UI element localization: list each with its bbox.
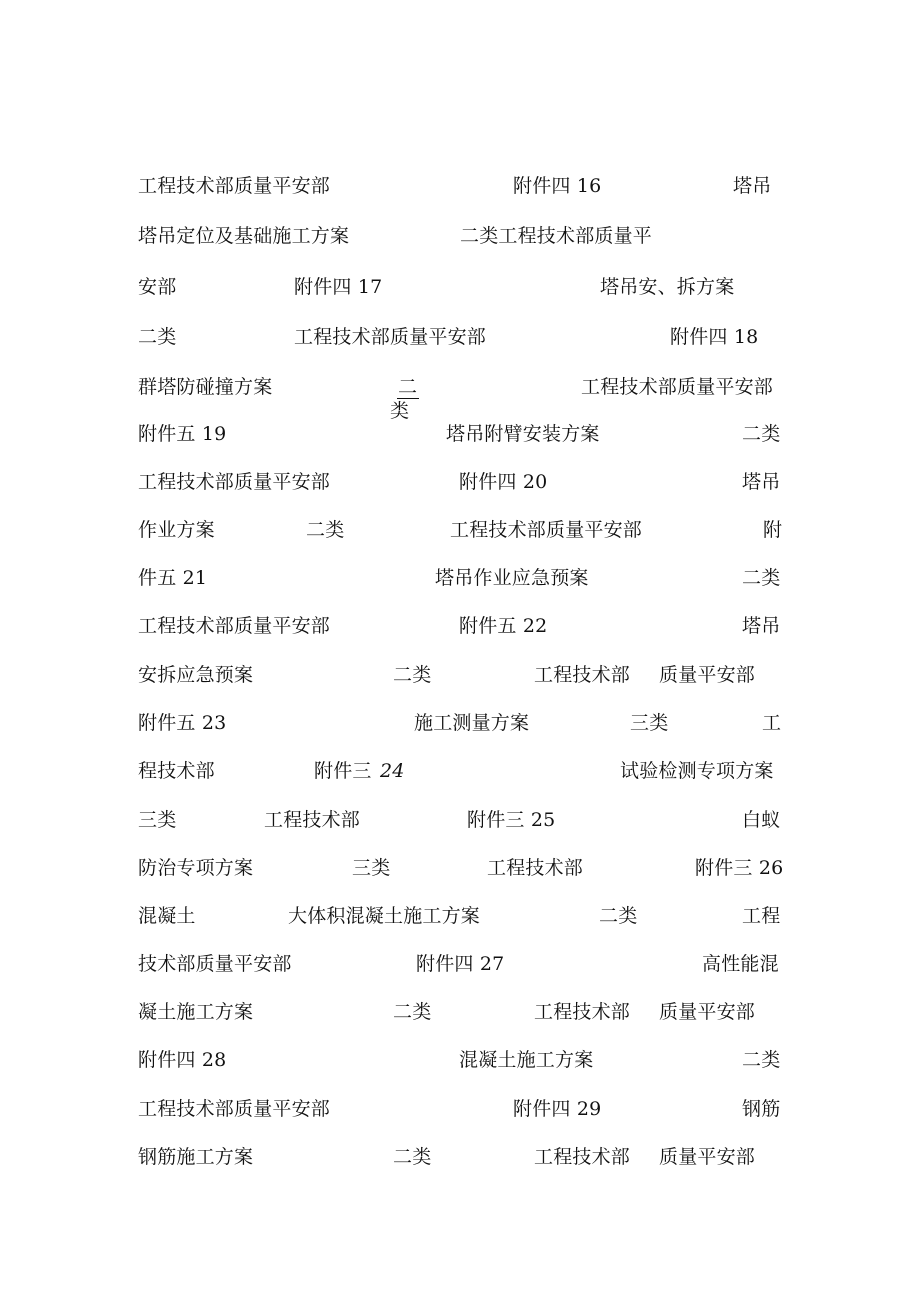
text-segment: 技术部质量平安部 [138, 953, 292, 975]
text-segment: 二类 [742, 1049, 781, 1071]
text-line [0, 563, 920, 593]
text-segment: 安拆应急预案 [138, 664, 254, 686]
text-segment: 白蚁 [742, 809, 781, 831]
text-line [0, 997, 920, 1027]
text-line [0, 901, 920, 931]
text-line [0, 322, 920, 352]
text-segment: 施工测量方案 [414, 712, 530, 734]
text-segment: 二类工程技术部质量平 [460, 225, 653, 247]
text-segment: 附件四 16 [513, 175, 602, 197]
text-segment: 工程技术部质量平安部 [138, 175, 331, 197]
text-segment: 附件三 [314, 760, 372, 782]
fragment-mark: 类 [390, 400, 410, 422]
text-segment: 塔吊 [742, 471, 781, 493]
text-segment: 附件三 26 [695, 857, 784, 879]
text-segment: 工程技术部 [534, 664, 631, 686]
text-segment: 附 [763, 519, 783, 541]
text-segment: 三类 [138, 809, 177, 831]
text-segment: 附件五 22 [459, 615, 548, 637]
text-segment: 三类 [352, 857, 391, 879]
text-segment: 程技术部 [138, 760, 215, 782]
text-segment: 二 [398, 376, 418, 398]
text-segment: 安部 [138, 276, 177, 298]
text-segment: 工程技术部质量平安部 [138, 615, 331, 637]
text-segment: 工程技术部质量平安部 [138, 1098, 331, 1120]
text-segment: 混凝土 [138, 905, 196, 927]
text-segment: 二类 [306, 519, 345, 541]
text-segment: 群塔防碰撞方案 [138, 376, 273, 398]
text-segment: 质量平安部 [659, 664, 756, 686]
underline-mark [397, 398, 419, 399]
text-segment: 塔吊安、拆方案 [600, 276, 735, 298]
text-segment: 钢筋施工方案 [138, 1146, 254, 1168]
text-segment: 工程技术部质量平安部 [581, 376, 774, 398]
text-line [0, 372, 920, 402]
text-segment: 工程技术部 [534, 1001, 631, 1023]
text-segment: 工程技术部 [534, 1146, 631, 1168]
text-segment: 二类 [138, 326, 177, 348]
text-segment: 塔吊定位及基础施工方案 [138, 225, 350, 247]
text-line [0, 272, 920, 302]
text-segment: 工程技术部 [487, 857, 584, 879]
text-segment: 质量平安部 [659, 1146, 756, 1168]
text-segment: 附件五 19 [138, 423, 227, 445]
text-segment: 附件四 29 [513, 1098, 602, 1120]
text-line [0, 419, 920, 449]
text-line [0, 515, 920, 545]
text-segment: 件五 21 [138, 567, 208, 589]
text-segment: 工程技术部质量平安部 [294, 326, 487, 348]
text-line [0, 1142, 920, 1172]
text-segment: 混凝土施工方案 [459, 1049, 594, 1071]
text-segment: 二类 [393, 1146, 432, 1168]
text-line [0, 805, 920, 835]
text-line [0, 467, 920, 497]
text-line [0, 221, 920, 251]
text-line [0, 708, 920, 738]
text-segment: 防治专项方案 [138, 857, 254, 879]
text-line [0, 171, 920, 201]
text-line [0, 756, 920, 786]
text-segment: 二类 [599, 905, 638, 927]
text-segment: 附件三 25 [467, 809, 556, 831]
text-segment: 工程技术部质量平安部 [450, 519, 643, 541]
text-segment: 二类 [742, 423, 781, 445]
text-segment: 24 [380, 760, 405, 782]
text-segment: 附件四 18 [670, 326, 759, 348]
text-segment: 二类 [742, 567, 781, 589]
text-line [0, 660, 920, 690]
text-segment: 二类 [393, 664, 432, 686]
text-segment: 塔吊附臂安装方案 [446, 423, 600, 445]
text-segment: 工程 [742, 905, 781, 927]
text-segment: 质量平安部 [659, 1001, 756, 1023]
text-segment: 附件四 20 [459, 471, 548, 493]
text-segment: 附件五 23 [138, 712, 227, 734]
text-segment: 钢筋 [742, 1098, 781, 1120]
text-segment: 塔吊作业应急预案 [435, 567, 589, 589]
text-segment: 大体积混凝土施工方案 [288, 905, 481, 927]
text-segment: 附件四 28 [138, 1049, 227, 1071]
text-line [0, 1045, 920, 1075]
text-segment: 三类 [630, 712, 669, 734]
text-segment: 作业方案 [138, 519, 215, 541]
text-line [0, 853, 920, 883]
text-segment: 工程技术部质量平安部 [138, 471, 331, 493]
text-segment: 试验检测专项方案 [620, 760, 774, 782]
text-segment: 附件四 17 [294, 276, 383, 298]
text-segment: 二类 [393, 1001, 432, 1023]
text-segment: 高性能混 [702, 953, 779, 975]
text-segment: 工程技术部 [264, 809, 361, 831]
text-line [0, 949, 920, 979]
text-segment: 凝土施工方案 [138, 1001, 254, 1023]
text-segment: 附件四 27 [416, 953, 505, 975]
text-line [0, 611, 920, 641]
text-segment: 塔吊 [733, 175, 772, 197]
text-segment: 塔吊 [742, 615, 781, 637]
text-line [0, 1094, 920, 1124]
text-segment: 工 [762, 712, 782, 734]
